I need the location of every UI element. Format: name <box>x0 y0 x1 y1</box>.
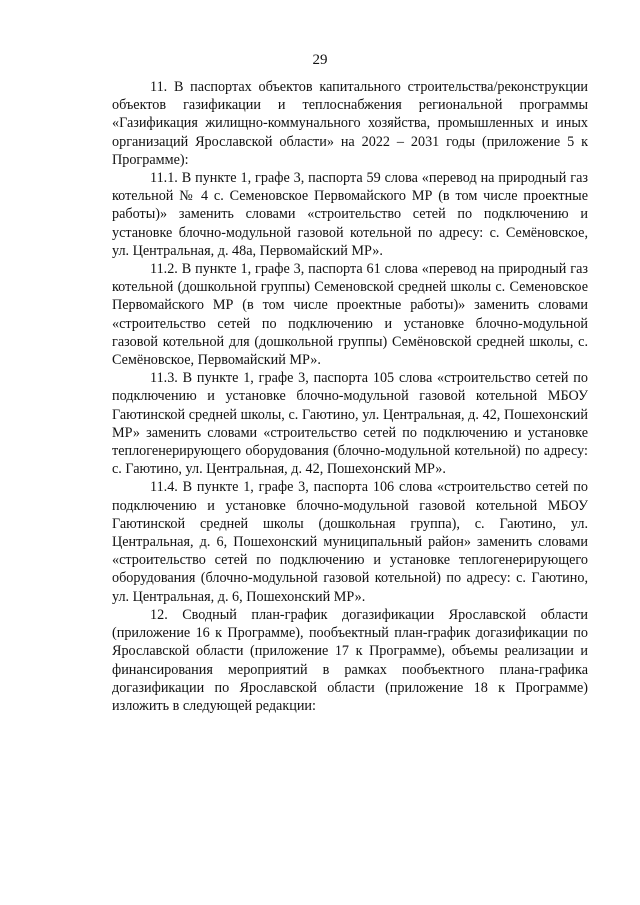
paragraph-11-3: 11.3. В пункте 1, графе 3, паспорта 105 слова «строительство сетей по подключению и установке блочно-модульной газовой котельной МБОУ Гаютинской средней школы, с. Гаютино, ул. Центральная, д. 42, Пошехонский МР» заменить словами «строительство сетей по подключению и установке теплогенерирующего оборудования (блочно-модульной котельной) по адресу: с. Гаютино, ул. Центральная, д. 42, Пошехонский МР». <box>112 370 588 478</box>
paragraph-11: 11. В паспортах объектов капитального строительства/реконструкции объектов газификации и теплоснабжения региональной программы «Газификация жилищно-коммунального хозяйства, промышленных и иных организаций Ярославской области» на 2022 – 2031 годы (приложение 5 к Программе): <box>112 79 588 168</box>
paragraph-11-1: 11.1. В пункте 1, графе 3, паспорта 59 слова «перевод на природный газ котельной № 4 с. Семеновское Первомайского МР (в том числе проектные работы)» заменить словами «строительство сетей по подключению и установке блочно-модульной газовой котельной по адресу: с. Семёновское, ул. Центральная, д. 48а, Первомайский МР». <box>112 170 588 259</box>
paragraph-11-2: 11.2. В пункте 1, графе 3, паспорта 61 слова «перевод на природный газ котельной (дошкольной группы) Семеновской средней школы с. Семеновское Первомайского МР (в том числе проектные работы)» заменить словами «строительство сетей по подключению и установке блочно-модульной газовой котельной для (дошкольной группы) Семёновской средней школы, с. Семёновское, Первомайский МР». <box>112 261 588 369</box>
paragraph-12: 12. Сводный план-график догазификации Ярославской области (приложение 16 к Программе), пообъектный план-график догазификации по Ярославской области (приложение 17 к Программе), объемы реализации и финансирования мероприятий в рамках пообъектного плана-графика догазификации по Ярославской области (приложение 18 к Программе) изложить в следующей редакции: <box>112 606 588 714</box>
document-body <box>112 78 588 715</box>
page-number: 29 <box>312 52 328 68</box>
paragraph-11-4: 11.4. В пункте 1, графе 3, паспорта 106 слова «строительство сетей по подключению и установке блочно-модульной газовой котельной МБОУ Гаютинской средней школы (дошкольная группа), с. Гаютино, ул. Центральная, д. 6, Пошехонский муниципальный район» заменить словами «строительство сетей по подключению и установке теплогенерирующего оборудования (блочно-модульной газовой котельной) по адресу: с. Гаютино, ул. Центральная, д. 6, Пошехонский МР». <box>112 479 588 605</box>
